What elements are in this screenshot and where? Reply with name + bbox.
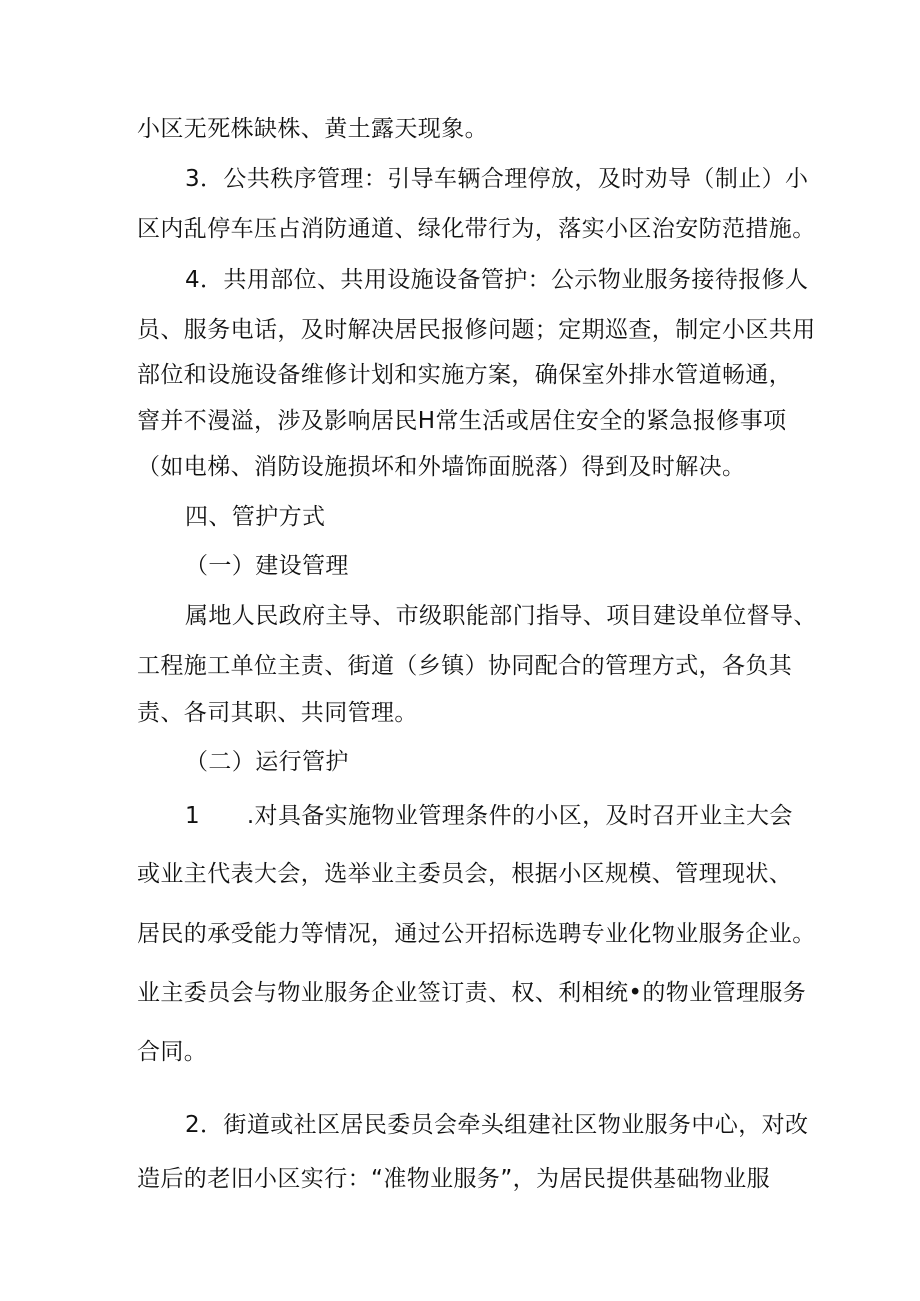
text-line-19: 合同。 (137, 1039, 208, 1065)
text-line-8: （如电梯、消防设施损坏和外墙饰面脱落）得到及时解决。 (137, 454, 746, 480)
text-line-7: 窨并不漫溢，涉及影响居民H常生活或居住安全的紧急报修事项 (137, 408, 787, 434)
text-line-11: 属地人民政府主导、市级职能部门指导、项目建设单位督导、 (185, 603, 817, 629)
text-line-20: 2．街道或社区居民委员会牵头组建社区物业服务中心，对改 (185, 1112, 809, 1138)
section-heading-4: 四、管护方式 (185, 504, 326, 530)
text-line-2: 3．公共秩序管理：引导车辆合理停放，及时劝导（制止）小 (185, 166, 809, 192)
text-line-3: 区内乱停车压占消防通道、绿化带行为，落实小区治安防范措施。 (137, 216, 816, 242)
text-line-6: 部位和设施设备维修计划和实施方案，确保室外排水管道畅通， (137, 362, 793, 388)
subsection-heading-2: （二）运行管护 (185, 749, 349, 775)
text-line-4: 4．共用部位、共用设施设备管护：公示物业服务接待报修人 (185, 267, 809, 293)
text-line-21: 造后的老旧小区实行：“准物业服务”，为居民提供基础物业服 (137, 1166, 771, 1192)
text-line-16: 或业主代表大会，选举业主委员会，根据小区规模、管理现状、 (137, 861, 793, 887)
text-line-13: 责、各司其职、共同管理。 (137, 700, 418, 726)
text-line-12: 工程施工单位主责、街道（乡镇）协同配合的管理方式，各负其 (137, 653, 793, 679)
subsection-heading-1: （一）建设管理 (185, 553, 349, 579)
text-line-15: 1 .对具备实施物业管理条件的小区，及时召开业主大会 (185, 803, 793, 829)
text-line-5: 员、服务电话，及时解决居民报修问题；定期巡查，制定小区共用 (137, 317, 816, 343)
text-line-18: 业主委员会与物业服务企业签订责、权、利相统•的物业管理服务 (137, 980, 807, 1006)
text-line-1: 小区无死株缺株、黄土露天现象。 (137, 116, 488, 142)
text-line-17: 居民的承受能力等情况，通过公开招标选聘专业化物业服务企业。 (137, 921, 816, 947)
